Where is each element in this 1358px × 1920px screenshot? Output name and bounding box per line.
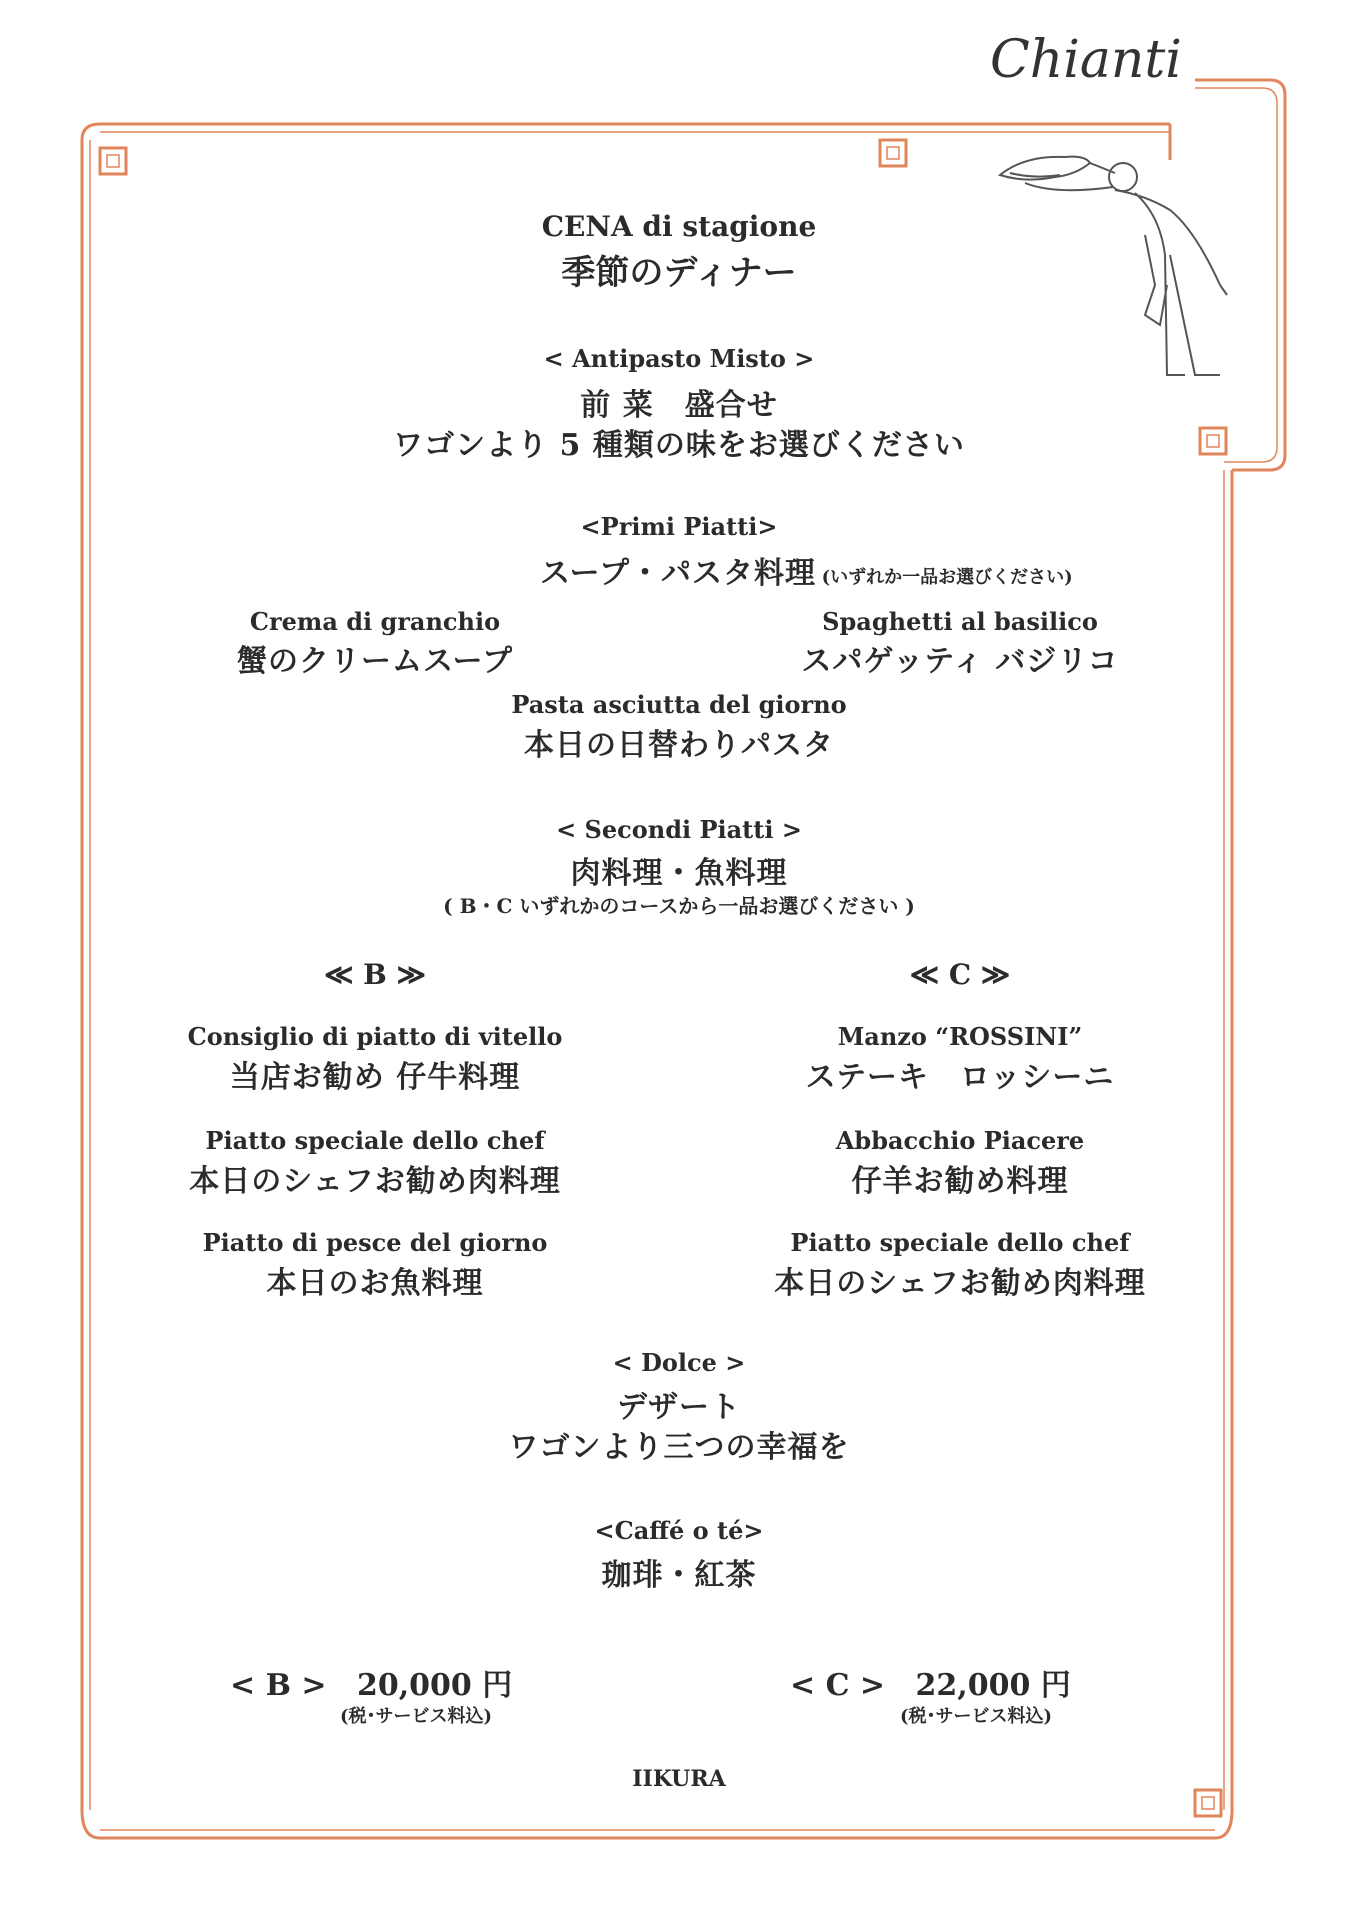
price-c-value: 22,000 円 (915, 1668, 1071, 1703)
course-b-item-2-it: Piatto speciale dello chef (205, 1126, 545, 1155)
primi-item-3-jp: 本日の日替わりパスタ (524, 728, 834, 763)
antipasto-note: ワゴンより 5 種類の味をお選びください (393, 428, 965, 463)
caffe-header: <Caffé o té> (594, 1516, 764, 1545)
course-b-item-2-jp: 本日のシェフお勧め肉料理 (189, 1164, 561, 1199)
menu-title-en: CENA di stagione (541, 210, 817, 243)
course-c-item-3-it: Piatto speciale dello chef (790, 1228, 1130, 1257)
primi-note: (いずれか一品お選びください) (821, 567, 1073, 588)
price-c-label: < C > (790, 1668, 886, 1703)
footer-signature: IIKURA (632, 1766, 726, 1792)
course-c-item-1-it: Manzo “ROSSINI” (837, 1022, 1083, 1051)
primi-jp-line (540, 548, 1073, 592)
price-b-label: < B > (230, 1668, 327, 1703)
course-c-item-2-jp: 仔羊お勧め料理 (851, 1164, 1069, 1199)
course-b-item-1-it: Consiglio di piatto di vitello (187, 1022, 563, 1051)
primi-item-2-it: Spaghetti al basilico (822, 607, 1098, 636)
price-b-note: (税･サービス料込) (340, 1706, 493, 1727)
course-c-item-2-it: Abbacchio Piacere (835, 1126, 1085, 1155)
secondi-note: ( B・C いずれかのコースから一品お選びください ) (443, 894, 915, 918)
caffe-jp: 珈琲・紅茶 (601, 1558, 757, 1593)
price-b-value: 20,000 円 (356, 1668, 513, 1703)
course-b-item-3-it: Piatto di pesce del giorno (202, 1228, 548, 1257)
price-c (790, 1660, 1071, 1704)
secondi-header: < Secondi Piatti > (556, 815, 802, 844)
dolce-jp: デザート (617, 1390, 741, 1425)
primi-header: <Primi Piatti> (580, 512, 778, 541)
course-c-item-1-jp: ステーキ ロッシーニ (805, 1060, 1115, 1095)
course-c-label: ≪ C ≫ (909, 958, 1011, 991)
course-b-item-3-jp: 本日のお魚料理 (266, 1266, 484, 1301)
primi-item-1-jp: 蟹のクリームスープ (237, 644, 513, 679)
course-c-item-3-jp: 本日のシェフお勧め肉料理 (774, 1266, 1146, 1301)
secondi-jp: 肉料理・魚料理 (570, 856, 788, 891)
dolce-header: < Dolce > (612, 1348, 746, 1377)
antipasto-jp: 前 菜 盛合せ (580, 388, 778, 423)
dolce-note: ワゴンより三つの幸福を (508, 1430, 850, 1465)
antipasto-header: < Antipasto Misto > (543, 344, 815, 373)
menu-title-jp: 季節のディナー (561, 253, 797, 293)
primi-item-3-it: Pasta asciutta del giorno (511, 690, 847, 719)
course-b-label: ≪ B ≫ (324, 958, 426, 991)
primi-jp: スープ・パスタ料理 (540, 556, 816, 591)
price-c-note: (税･サービス料込) (900, 1706, 1053, 1727)
primi-item-1-it: Crema di granchio (249, 607, 501, 636)
restaurant-logo: Chianti (990, 30, 1182, 90)
course-b-item-1-jp: 当店お勧め 仔牛料理 (229, 1060, 521, 1095)
primi-item-2-jp: スパゲッティ バジリコ (801, 644, 1119, 679)
price-b (230, 1660, 512, 1704)
